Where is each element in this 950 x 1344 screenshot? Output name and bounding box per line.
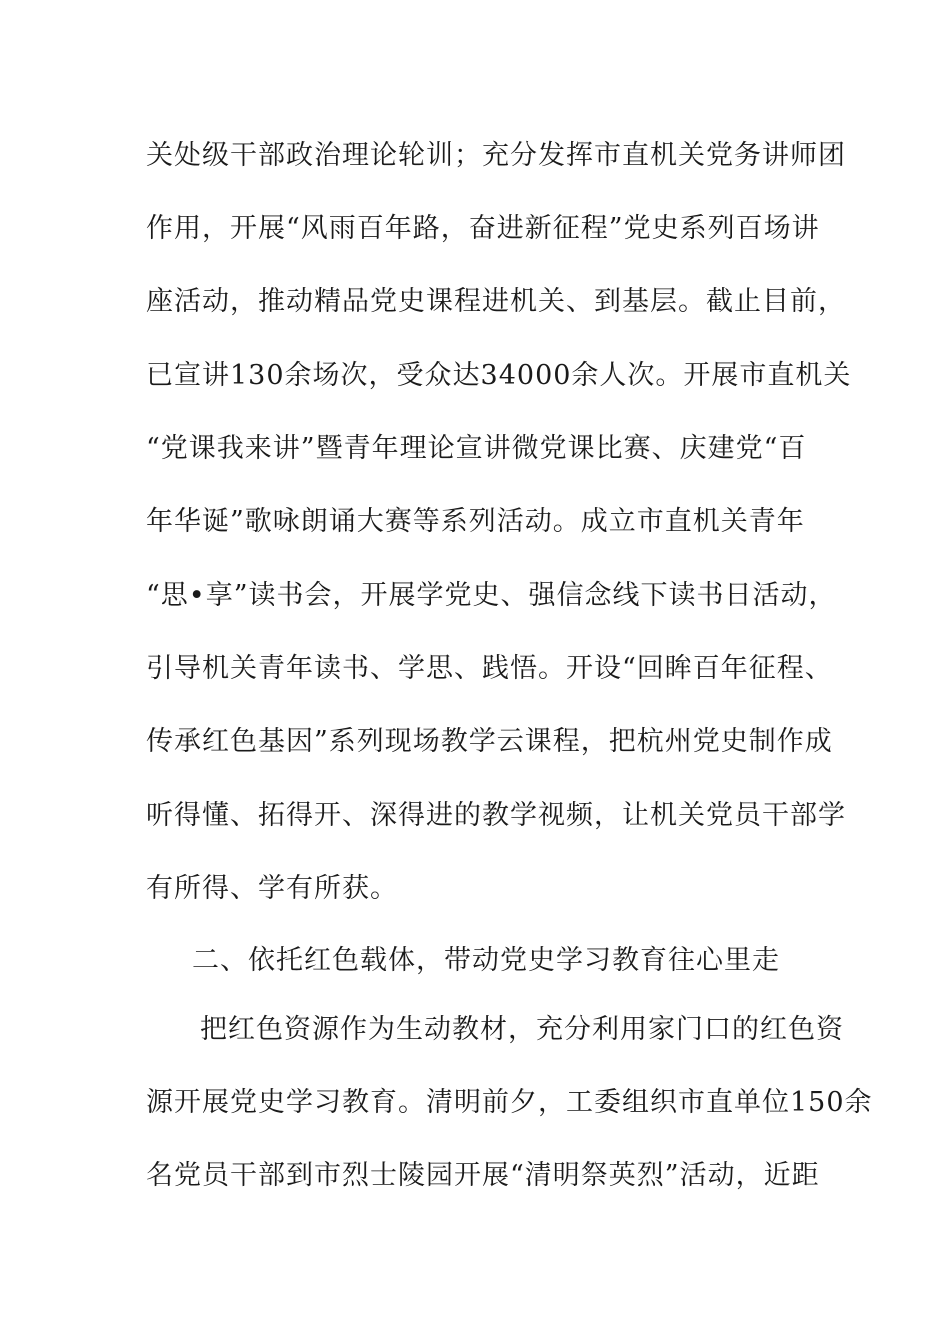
paragraph-line: 引导机关青年读书、学思、践悟。开设“回眸百年征程、 bbox=[146, 653, 833, 684]
paragraph-line: 关处级干部政治理论轮训；充分发挥市直机关党务讲师团 bbox=[146, 140, 846, 171]
paragraph-line: 名党员干部到市烈士陵园开展“清明祭英烈”活动，近距 bbox=[146, 1160, 820, 1191]
paragraph-line: 听得懂、拓得开、深得进的教学视频，让机关党员干部学 bbox=[146, 800, 846, 831]
paragraph-line: “思•享”读书会，开展学党史、强信念线下读书日活动， bbox=[146, 580, 837, 611]
paragraph-line: 有所得、学有所获。 bbox=[146, 873, 398, 904]
paragraph-line: 已宣讲130余场次，受众达34000余人次。开展市直机关 bbox=[146, 360, 852, 391]
paragraph-line: 传承红色基因”系列现场教学云课程，把杭州党史制作成 bbox=[146, 726, 833, 757]
paragraph-line: 作用，开展“风雨百年路，奋进新征程”党史系列百场讲 bbox=[146, 213, 820, 244]
paragraph-line: 把红色资源作为生动教材，充分利用家门口的红色资 bbox=[200, 1014, 844, 1045]
paragraph-line: 源开展党史学习教育。清明前夕，工委组织市直单位150余 bbox=[146, 1087, 873, 1118]
paragraph-line: 座活动，推动精品党史课程进机关、到基层。截止目前， bbox=[146, 286, 846, 317]
paragraph-line: 年华诞”歌咏朗诵大赛等系列活动。成立市直机关青年 bbox=[146, 506, 805, 537]
paragraph-line: “党课我来讲”暨青年理论宣讲微党课比赛、庆建党“百 bbox=[146, 433, 807, 464]
section-heading: 二、依托红色载体，带动党史学习教育往心里走 bbox=[192, 945, 780, 976]
